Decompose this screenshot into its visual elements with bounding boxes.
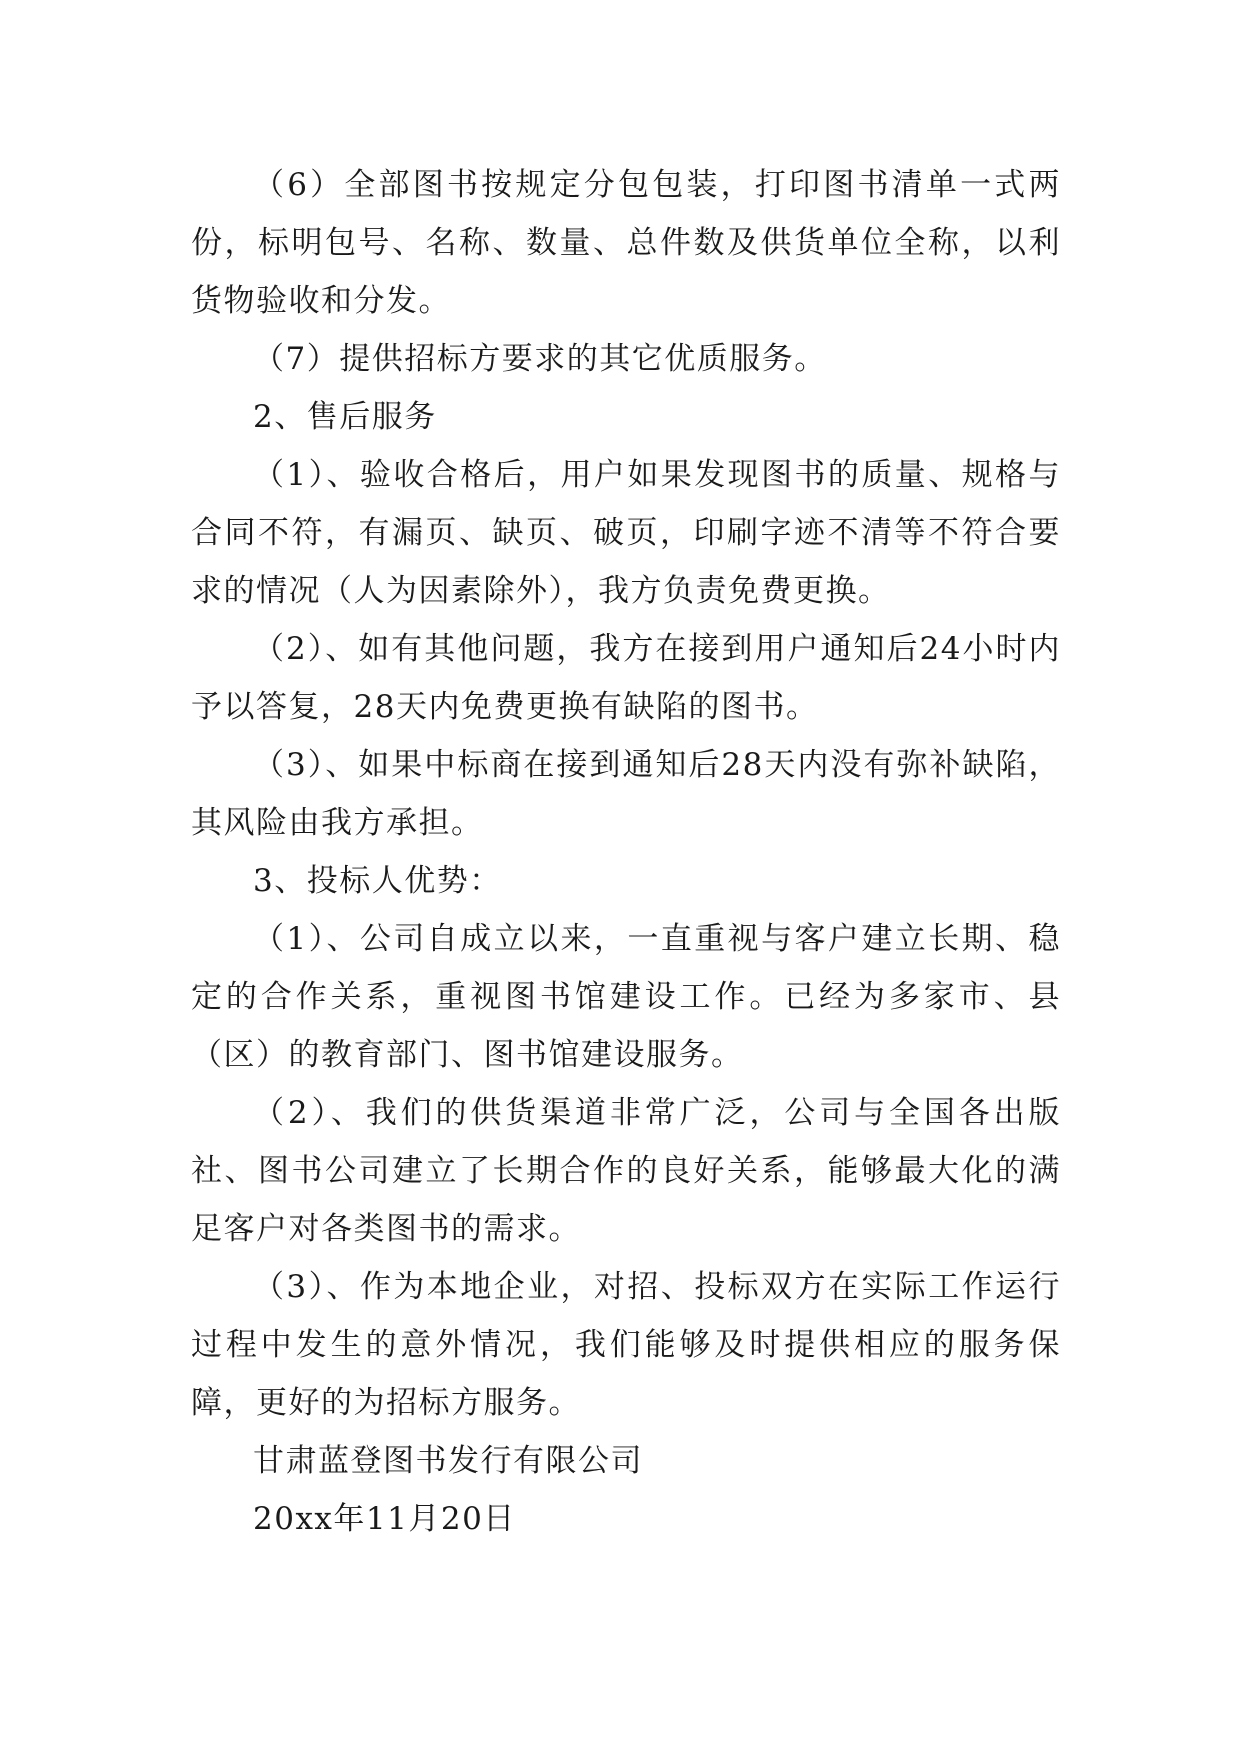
paragraph-packaging: （6）全部图书按规定分包包装，打印图书清单一式两份，标明包号、名称、数量、总件数及供货单位全称，以利货物验收和分发。 — [191, 167, 1061, 319]
paragraph-quality-service: （7）提供招标方要求的其它优质服务。 — [253, 341, 827, 377]
heading-after-sales: 2、售后服务 — [253, 399, 437, 435]
paragraph-after-sales-3: （3）、如果中标商在接到通知后28天内没有弥补缺陷，其风险由我方承担。 — [191, 747, 1061, 841]
paragraph-after-sales-1: （1）、验收合格后，用户如果发现图书的质量、规格与合同不符，有漏页、缺页、破页，印刷字迹不清等不符合要求的情况（人为因素除外），我方负责免费更换。 — [191, 457, 1061, 609]
paragraph-advantage-3: （3）、作为本地企业，对招、投标双方在实际工作运行过程中发生的意外情况，我们能够及时提供相应的服务保障，更好的为招标方服务。 — [191, 1269, 1061, 1421]
paragraph-advantage-1: （1）、公司自成立以来，一直重视与客户建立长期、稳定的合作关系，重视图书馆建设工作。已经为多家市、县（区）的教育部门、图书馆建设服务。 — [191, 921, 1061, 1073]
company-signature: 甘肃蓝登图书发行有限公司 — [253, 1443, 643, 1479]
signature-date: 20xx年11月20日 — [253, 1501, 516, 1537]
paragraph-after-sales-2: （2）、如有其他问题，我方在接到用户通知后24小时内予以答复，28天内免费更换有缺陷的图书。 — [191, 631, 1061, 725]
document-body — [191, 156, 1061, 1548]
heading-bidder-advantages: 3、投标人优势： — [253, 863, 502, 899]
paragraph-advantage-2: （2）、我们的供货渠道非常广泛，公司与全国各出版社、图书公司建立了长期合作的良好关系，能够最大化的满足客户对各类图书的需求。 — [191, 1095, 1061, 1247]
